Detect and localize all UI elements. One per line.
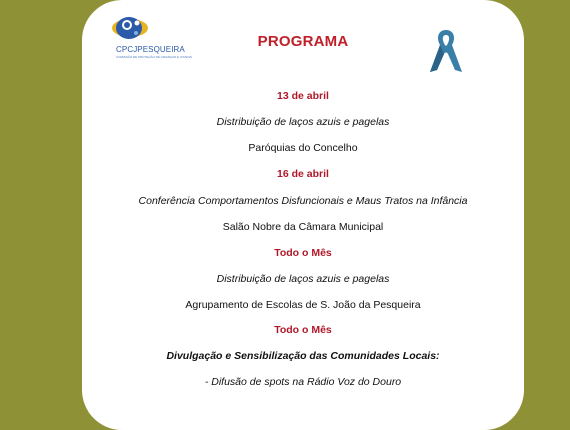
event-location-2: Salão Nobre da Câmara Municipal <box>222 221 384 233</box>
event-location-1: Paróquias do Concelho <box>248 142 358 154</box>
event-activity-3: Distribuição de laços azuis e pagelas <box>216 273 390 285</box>
event-date-4: Todo o Mês <box>274 324 332 336</box>
event-detail-4: - Difusão de spots na Rádio Voz do Douro <box>204 376 402 388</box>
page-title: PROGRAMA <box>257 33 349 50</box>
cpcj-logo-icon <box>110 13 150 43</box>
event-date-2: 16 de abril <box>277 168 329 180</box>
cpcj-logo <box>108 13 218 63</box>
blue-ribbon-icon <box>428 26 464 76</box>
event-activity-2: Conferência Comportamentos Disfuncionais e Maus Tratos na Infância <box>138 195 468 207</box>
logo-tagline: COMISSÃO DE PROTEÇÃO DE CRIANÇAS E JOVENS <box>116 55 192 59</box>
event-location-3: Agrupamento de Escolas de S. João da Pesqueira <box>185 299 421 311</box>
event-date-1: 13 de abril <box>277 90 329 102</box>
logo-name: CPCJPESQUEIRA <box>116 45 185 54</box>
event-activity-4: Divulgação e Sensibilização das Comunidades Locais: <box>166 350 440 362</box>
event-date-3: Todo o Mês <box>274 247 332 259</box>
event-activity-1: Distribuição de laços azuis e pagelas <box>216 116 390 128</box>
